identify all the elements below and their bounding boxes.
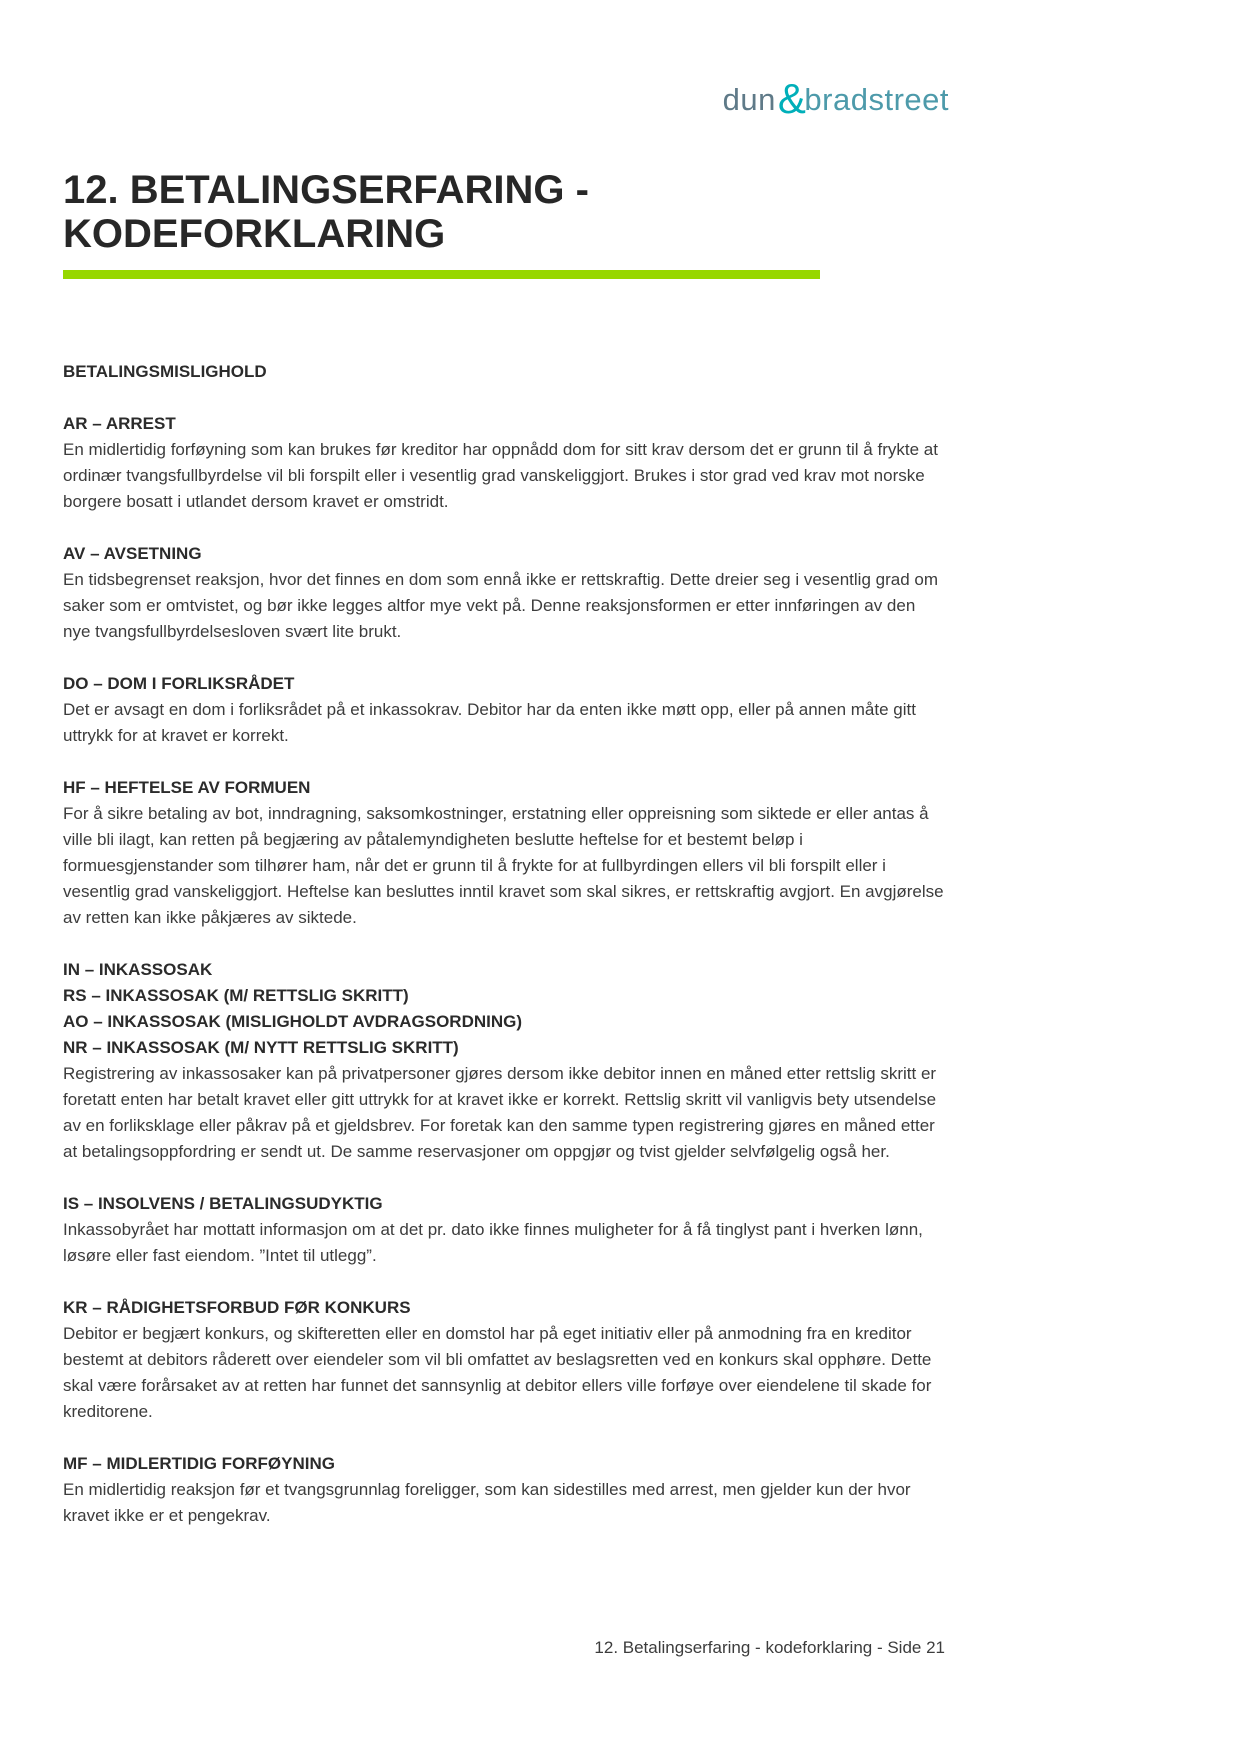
section bbox=[63, 775, 947, 931]
section-heading: NR – INKASSOSAK (M/ NYTT RETTSLIG SKRITT) bbox=[63, 1038, 459, 1057]
section-heading: AO – INKASSOSAK (MISLIGHOLDT AVDRAGSORDNING) bbox=[63, 1012, 523, 1031]
page-title: 12. BETALINGSERFARING - KODEFORKLARING bbox=[63, 168, 589, 256]
document-content bbox=[63, 0, 947, 1555]
section-heading: AV – AVSETNING bbox=[63, 544, 202, 563]
section bbox=[63, 411, 947, 515]
logo-ampersand-icon: & bbox=[777, 75, 807, 122]
section-heading: RS – INKASSOSAK (M/ RETTSLIG SKRITT) bbox=[63, 986, 409, 1005]
section-paragraph: En tidsbegrenset reaksjon, hvor det finnes en dom som ennå ikke er rettskraftig. Dette dreier seg i vesentlig grad om saker som er omtvistet, og bør ikke legges altfor mye vekt på. Denne reaksjonsformen er etter innføringen av den nye tvangsfullbyrdelsesloven svært lite brukt. bbox=[63, 570, 939, 641]
section-heading: DO – DOM I FORLIKSRÅDET bbox=[63, 674, 295, 693]
section bbox=[63, 1295, 947, 1425]
section-heading: MF – MIDLERTIDIG FORFØYNING bbox=[63, 1454, 335, 1473]
section-paragraph: En midlertidig reaksjon før et tvangsgrunnlag foreligger, som kan sidestilles med arrest, men gjelder kun der hvor kravet ikke er et pengekrav. bbox=[63, 1480, 911, 1525]
section-heading: IS – INSOLVENS / BETALINGSUDYKTIG bbox=[63, 1194, 383, 1213]
section-heading: BETALINGSMISLIGHOLD bbox=[63, 362, 267, 381]
sections bbox=[63, 359, 947, 1529]
page-footer: 12. Betalingserfaring - kodeforklaring - Side 21 bbox=[594, 1638, 945, 1657]
section-paragraph: En midlertidig forføyning som kan brukes før kreditor har oppnådd dom for sitt krav dersom det er grunn til å frykte at ordinær tvangsfullbyrdelse vil bli forspilt eller i vesentlig grad vanskeliggjort. Brukes i stor grad ved krav mot norske borgere bosatt i utlandet dersom kravet er omstridt. bbox=[63, 440, 938, 511]
section-heading: HF – HEFTELSE AV FORMUEN bbox=[63, 778, 311, 797]
section-heading: KR – RÅDIGHETSFORBUD FØR KONKURS bbox=[63, 1298, 411, 1317]
section-paragraph: For å sikre betaling av bot, inndragning, saksomkostninger, erstatning eller oppreisning som siktede er eller antas å ville bli ilagt, kan retten på begjæring av påtalemyndigheten beslutte heftelse for et bestemt beløp i formuesgjenstander som tilhører ham, når det er grunn til å frykte for at fullbyrdingen ellers vil bli forspilt eller i vesentlig grad vanskeliggjort. Heftelse kan besluttes inntil kravet som skal sikres, er rettskraftig avgjort. En avgjørelse av retten kan ikke påkjæres av siktede. bbox=[63, 804, 944, 927]
section bbox=[63, 359, 947, 385]
section-paragraph: Registrering av inkassosaker kan på privatpersoner gjøres dersom ikke debitor innen en måned etter rettslig skritt er foretatt enten har betalt kravet eller gitt uttrykk for at kravet ikke er korrekt. Rettslig skritt vil vanligvis bety utsendelse av en forliksklage eller påkrav på et gjeldsbrev. For foretak kan den samme typen registrering gjøres en måned etter at betalingsoppfordring er sendt ut. De samme reservasjoner om oppgjør og tvist gjelder selvfølgelig også her. bbox=[63, 1064, 937, 1161]
section bbox=[63, 1451, 947, 1529]
title-accent-rule bbox=[63, 270, 820, 279]
section-paragraph: Inkassobyrået har mottatt informasjon om at det pr. dato ikke finnes muligheter for å få tinglyst pant i hverken lønn, løsøre eller fast eiendom. ”Intet til utlegg”. bbox=[63, 1220, 923, 1265]
logo-text-dun: dun bbox=[722, 82, 776, 117]
section-paragraph: Det er avsagt en dom i forliksrådet på et inkassokrav. Debitor har da enten ikke møtt opp, eller på annen måte gitt uttrykk for at kravet er korrekt. bbox=[63, 700, 916, 745]
logo-text-bradstreet: bradstreet bbox=[804, 82, 949, 117]
section-paragraph: Debitor er begjært konkurs, og skifteretten eller en domstol har på eget initiativ eller på anmodning fra en kreditor bestemt at debitors råderett over eiendeler som vil bli omfattet av beslagsretten ved en konkurs skal opphøre. Dette skal være forårsaket av at retten har funnet det sannsynlig at debitor ellers ville forføye over eiendelene til skade for kreditorene. bbox=[63, 1324, 932, 1421]
section-heading: AR – ARREST bbox=[63, 414, 176, 433]
section-heading: IN – INKASSOSAK bbox=[63, 960, 213, 979]
section bbox=[63, 671, 947, 749]
section bbox=[63, 957, 947, 1165]
section bbox=[63, 541, 947, 645]
section bbox=[63, 1191, 947, 1269]
